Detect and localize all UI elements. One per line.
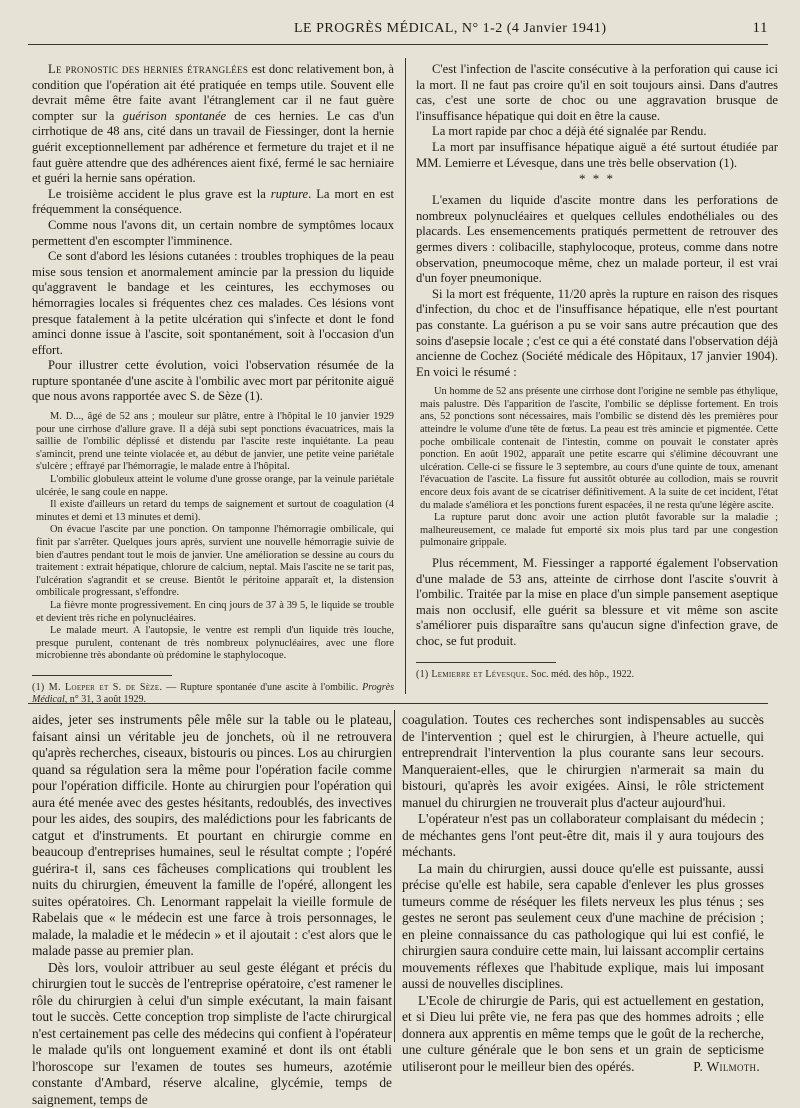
header-rule	[28, 44, 768, 45]
paragraph: L'Ecole de chirurgie de Paris, qui est actuellement en gestation, et si Dieu lui prête vie, ne fera pas que des hommes adroits ; elle donnera aux apprentis en même temps que le goût de la recherche, une culture générale que le bon sens et un grain de septicisme utiliseront pour le meilleur bien des opérés.	[402, 993, 764, 1076]
paragraph: L'examen du liquide d'ascite montre dans les perforations de nombreux polynucléaires et quelques cellules endothéliales ou des placards. Les ensemencements pratiqués permettent de retrouver des germes divers : colibacille, staphylocoque, proteus, comme dans notre observation, pneumocoque même, chez un malade porteur, il est vrai d'un foyer pneumonique.	[416, 193, 778, 287]
paragraph: La mort rapide par choc a déjà été signalée par Rendu.	[416, 124, 778, 140]
column-right-bottom	[402, 712, 764, 1076]
paragraph: L'opérateur n'est pas un collaborateur complaisant du médecin ; de méchantes gens l'ont peut-être dit, mais il y aura toujours des méchants.	[402, 811, 764, 861]
paragraph: Comme nous l'avons dit, un certain nombre de symptômes locaux permettent d'en escompter l'imminence.	[32, 218, 394, 249]
column-divider-top	[405, 58, 406, 694]
paragraph: La main du chirurgien, aussi douce qu'elle est puissante, aussi précise qu'elle est habile, sera capable d'enlever les plus grosses tumeurs comme de réséquer les filets nerveux les plus ténus ; ses gestes ne seront pas seulement ceux d'une machine de précision ; en pleine connaissance du cas pathologique qui lui est confié, le chirurgien saura conduire cette main, lui laissant accomplir certains mouvements réflexes que l'habitude explique, mais lui imposant aussi de nouvelles disciplines.	[402, 861, 764, 993]
paragraph: aides, jeter ses instruments pêle mêle sur la table ou le plateau, faisant ainsi un véritable jeu de jonchets, où il ne retrouvera qu'après recherches, ciseaux, bistouris ou pinces. Los au chirurgien quand sa régulation sera la même pour l'opération facile comme pour l'opération difficile. Honte au chirurgien pour l'opération qui aura été menée avec des gestes hésitants, redoublés, des invectives pour les aides, des soupirs, des malédictions pour les fabricants de catgut et d'instruments. Et pourtant en chirurgie comme en beaucoup d'entreprises humaines, seul le résultat compte ; l'opéré guérira-t il, sans ces fâcheuses complications qui troublent les nuits du chirurgien, émeuvent la famille de l'opéré, allongent les suites opératoires. Ch. Lenormant rappelait la vieille formule de Rabelais que « le médecin est une farce à trois personnages, le malade, la maladie et le médecin » et il ajoutait : c'est alors que le malade passe au premier plan.	[32, 712, 392, 960]
footnote-rule	[32, 675, 172, 676]
author-signature: P. Wilmoth.	[402, 1059, 764, 1076]
paragraph: La mort par insuffisance hépatique aiguë a été surtout étudiée par MM. Lemierre et Lévesque, dans une très belle observation (1).	[416, 140, 778, 171]
footnote: (1) M. Loeper et S. de Sèze. — Rupture spontanée d'une ascite à l'ombilic. Progrès Médical, n° 31, 3 août 1929.	[32, 682, 394, 706]
paragraph: C'est l'infection de l'ascite consécutive à la perforation qui cause ici la mort. Il ne faut pas croire qu'il en soit toujours ainsi. Dans d'autres cas, c'est une sorte de choc ou une aggravation brusque de l'insuffisance hépatique qui doit en être la cause.	[416, 62, 778, 124]
footnote-rule	[416, 662, 556, 663]
column-right-top	[416, 62, 778, 681]
paragraph: Dès lors, vouloir attribuer au seul geste élégant et précis du chirurgien tout le succès de l'entreprise opératoire, c'est ramener le rôle du chirurgien à celui d'un simple exécutant, la main faisant tout le succès. Cette conception trop simpliste de l'acte chirurgical n'est certainement pas celle des médecins qui confient à l'opérateur le malade qu'ils ont longuement examiné et dont ils ont établi l'horoscope sur l'examen de toutes ses humeurs, azotémie constante d'Ambard, réserve alcaline, glycémie, temps de saignement, temps de	[32, 960, 392, 1108]
case-paragraph: Il existe d'ailleurs un retard du temps de saignement et surtout de coagulation (4 minutes et demi et 13 minutes et demi).	[36, 499, 394, 524]
case-paragraph: On évacue l'ascite par une ponction. On tamponne l'hémorragie ombilicale, qui finit par s'arrêter. Quelques jours après, survient une nouvelle hémorragie suivie de bien d'autres pendant tout le mois de janvier. Une amélioration se dessine au cours du traitement : extrait hépatique, chlorure de calcium, neptal. Mais l'ascite ne se tarit pas, l'ulcération s'agrandit et se creuse. Bientôt le péritoine apparaît et, la distension ombilicale progressant, s'effondre.	[36, 524, 394, 600]
case-paragraph: L'ombilic globuleux atteint le volume d'une grosse orange, par la veinule pariétale ulcérée, le sang coule en nappe.	[36, 474, 394, 499]
case-paragraph: La rupture parut donc avoir une action plutôt favorable sur la maladie ; malheureusement, ce malade fut emporté six mois plus tard par une congestion pulmonaire grippale.	[420, 512, 778, 550]
paragraph: Si la mort est fréquente, 11/20 après la rupture en raison des risques d'infection, du choc et de l'insuffisance hépatique, elle n'est pourtant pas constante. La guérison a pu se voir sans autre précaution que des soins d'asepsie locale ; c'est ce qui a été constaté dans l'observation déjà ancienne de Cochez (Société médicale des Hôpitaux, 17 janvier 1904). En voici le résumé :	[416, 287, 778, 381]
case-paragraph: La fièvre monte progressivement. En cinq jours de 37 à 39 5, le liquide se trouble et devient très riche en polynucléaires.	[36, 600, 394, 625]
section-break-asterisks: * * *	[416, 173, 778, 185]
paragraph: Le pronostic des hernies étranglées est donc relativement bon, à condition que l'opération ait été pratiquée en temps utile. Souvent elle devrait même être faite avant l'étranglement car il ne faut guère compter sur la guérison spontanée de ces hernies. Le cas d'un cirrhotique de 48 ans, cité dans un travail de Fiessinger, dont la hernie guérit exceptionnellement par adhérence et fermeture du trajet et il ne faut guère attendre que des adhérences aient fixé, fermé le sac herniaire et guéri la hernie sans opération.	[32, 62, 394, 187]
paragraph: Le troisième accident le plus grave est la rupture. La mort en est fréquemment la conséquence.	[32, 187, 394, 218]
column-divider-bottom	[394, 710, 395, 1042]
page-number: 11	[753, 20, 768, 37]
paragraph: Pour illustrer cette évolution, voici l'observation résumée de la rupture spontanée d'une ascite à l'ombilic avec mort par péritonite aiguë que nous avons rapportée avec S. de Sèze (1).	[32, 358, 394, 405]
case-paragraph: M. D..., âgé de 52 ans ; mouleur sur plâtre, entre à l'hôpital le 10 janvier 1929 pour une cirrhose d'allure grave. Il a déjà subi sept ponctions évacuatrices, mais la saillie de l'ombilic déplissé et distendu par l'ascite reste inquiétante. La peau s'amincit, prend une teinte violacée et, au début de janvier, une petite veine pariétale s'ulcère ; effrayé par l'hémorragie, le malade entre à l'hôpital.	[36, 411, 394, 474]
footnote: (1) Lemierre et Lévesque. Soc. méd. des hôp., 1922.	[416, 669, 778, 681]
column-left-top	[32, 62, 394, 706]
paragraph: coagulation. Toutes ces recherches sont indispensables au succès de l'intervention ; quel est le chirurgien, à l'heure actuelle, qui entreprendrait l'intervention la plus courante sans leur secours. Manqueraient-elles, que le chirurgien n'armerait sa main du bistouri, qu'après les avoir exigées. Ainsi, le rôle strictement manuel du chirurgien ne trouverait plus d'acteur aujourd'hui.	[402, 712, 764, 811]
column-left-bottom	[32, 712, 392, 1108]
page-header	[28, 20, 768, 42]
paragraph: Plus récemment, M. Fiessinger a rapporté également l'observation d'une malade de 53 ans, atteinte de cirrhose dont l'ascite s'ouvrit à l'ombilic. Traitée par la mise en place d'un simple pansement aseptique mais non occlusif, elle guérit sa blessure et vit même son ascite s'améliorer puis disparaître sans qu'aucun signe d'infection grave, de choc, se fut produit.	[416, 556, 778, 650]
paragraph: Ce sont d'abord les lésions cutanées : troubles trophiques de la peau mise sous tension et anormalement amincie par la pression du liquide qu'aggravent le bandage et les ceintures, les ecchymoses ou hémorragies locales si fréquentes chez ces malades. Ces lésions vont presque fatalement à la petite ulcération qui s'infecte et dont le fond aminci donne issue à l'ascite, soit spontanément, soit à l'occasion d'un effort.	[32, 249, 394, 358]
case-paragraph: Un homme de 52 ans présente une cirrhose dont l'origine ne semble pas éthylique, mais palustre. Dès l'apparition de l'ascite, l'ombilic se déplisse fortement. En trois ans, 52 ponctions sont nécessaires, mais l'ombilic se distend dès les premières pour atteindre le volume d'une tête de fœtus. La peau est très amincie et pigmentée. Cette poche ombilicale contenait de l'intestin, comme on pouvait le constater après ponction. En août 1902, apparaît une petite escarre qui s'élimine découvrant une ulcération. Celle-ci se fissure le 3 septembre, au cours d'une quinte de toux, amenant l'évacuation de l'ascite. La fissure fut aussitôt obturée au collodion, mais se rouvrit encore deux fois avant de se cicatriser définitivement. A la suite de cet incident, l'état du malade s'améliora et les ponctions furent espacées, il ne resta qu'une légère ascite.	[420, 386, 778, 512]
case-summary	[32, 411, 394, 663]
case-paragraph: Le malade meurt. A l'autopsie, le ventre est rempli d'un liquide très louche, presque purulent, contenant de très nombreux polynucléaires, avec une flore microbienne très abondante où prédomine le staphylocoque.	[36, 625, 394, 663]
running-title: LE PROGRÈS MÉDICAL, N° 1-2 (4 Janvier 1941)	[28, 21, 753, 37]
case-summary	[416, 386, 778, 550]
